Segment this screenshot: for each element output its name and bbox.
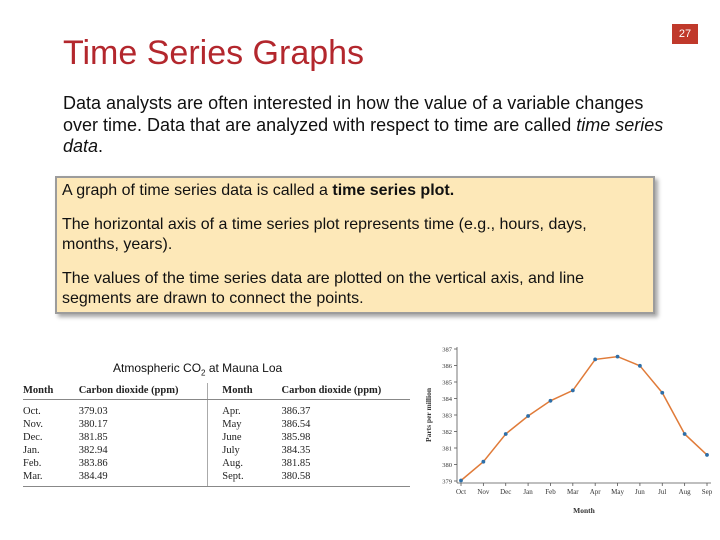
table-header-row: [23, 383, 410, 400]
table-cell: 379.03: [78, 406, 108, 417]
y-tick-label: 379: [442, 478, 452, 486]
data-point: [616, 355, 620, 359]
table-row: [23, 418, 410, 431]
table-cell: Mar.: [23, 470, 61, 487]
caption-text: Atmospheric CO: [113, 361, 202, 375]
data-point: [638, 364, 642, 368]
definition-callout: [55, 176, 655, 314]
table-cell: Sept.: [208, 470, 264, 487]
table-caption: [113, 361, 282, 377]
chart-svg: [421, 343, 713, 517]
intro-emphasis: time series data: [63, 114, 664, 156]
x-tick-label: Jun: [635, 488, 645, 496]
x-tick-label: Dec: [500, 488, 512, 496]
table-cell: 381.85: [281, 458, 311, 469]
data-point: [459, 479, 463, 483]
table-cell: 380.58: [264, 470, 410, 487]
table-cell: 384.49: [61, 470, 208, 487]
table-cell: Nov.: [23, 419, 44, 430]
table-row: [23, 444, 410, 457]
data-point: [683, 432, 687, 436]
header-co2-1: Carbon dioxide (ppm): [61, 383, 208, 400]
data-point: [571, 389, 575, 393]
callout-p1-bold: time series plot.: [332, 182, 455, 199]
slide-title: Time Series Graphs: [63, 34, 365, 72]
table-cell: May: [208, 418, 264, 431]
callout-paragraph-3: The values of the time series data are plotted on the vertical axis, and line segments are drawn to connect the points.: [62, 270, 585, 307]
data-point: [593, 357, 597, 361]
x-tick-label: Jul: [658, 488, 667, 496]
y-tick-label: 387: [442, 346, 452, 354]
y-tick-label: 383: [442, 412, 452, 420]
table-cell: 386.54: [281, 419, 311, 430]
intro-text-before: Data analysts are often interested in how the value of a variable changes over time. Data that are analyzed with respect to time are called: [63, 93, 644, 135]
table-cell: Oct.: [23, 406, 41, 417]
table-cell: Dec.: [23, 432, 43, 443]
co2-series-line: [461, 357, 707, 481]
table-row: [23, 431, 410, 444]
data-point: [504, 432, 508, 436]
table-cell: 386.37: [281, 406, 311, 417]
x-tick-label: May: [611, 488, 624, 496]
data-point: [705, 453, 709, 457]
y-tick-label: 382: [442, 429, 452, 436]
data-point: [549, 399, 553, 403]
x-tick-label: Jan: [523, 488, 533, 496]
header-month-2: Month: [208, 383, 264, 400]
table-cell: 383.86: [78, 458, 108, 469]
table-cell: 382.94: [78, 445, 108, 456]
callout-paragraph-1: [62, 181, 648, 201]
intro-text-after: .: [98, 136, 104, 156]
table-cell: June: [208, 431, 264, 444]
header-month-1: Month: [23, 383, 61, 400]
data-point: [526, 414, 530, 418]
x-tick-label: Sep: [701, 488, 713, 496]
y-tick-label: 386: [442, 363, 452, 370]
caption-subscript: 2: [201, 368, 206, 378]
x-tick-label: Mar: [566, 488, 579, 496]
table-cell: Jan.: [23, 445, 40, 456]
table-cell: 381.85: [78, 432, 108, 443]
table-cell: Apr.: [208, 400, 264, 419]
callout-paragraph-2: The horizontal axis of a time series plot represents time (e.g., hours, days, months, years).: [62, 216, 587, 253]
x-tick-label: Oct: [455, 488, 467, 496]
y-axis-title: Parts per million: [424, 387, 433, 443]
table-row: [23, 470, 410, 487]
table-cell: July: [208, 444, 264, 457]
x-tick-label: Nov: [477, 488, 490, 496]
x-axis-title: Month: [573, 506, 595, 515]
table-cell: 380.17: [78, 419, 108, 430]
table-cell: 384.35: [281, 445, 311, 456]
data-point: [660, 391, 664, 395]
x-tick-label: Apr: [589, 488, 601, 496]
y-tick-label: 381: [442, 445, 452, 453]
co2-time-series-chart: [421, 343, 713, 517]
y-tick-label: 384: [442, 396, 452, 403]
x-tick-label: Aug: [678, 488, 691, 496]
caption-text-after: at Mauna Loa: [205, 361, 283, 375]
callout-p1-text: A graph of time series data is called a: [62, 182, 333, 199]
table-row: [23, 457, 410, 470]
table-cell: 385.98: [281, 432, 311, 443]
slide-number: 27: [672, 24, 698, 44]
data-point: [481, 460, 485, 464]
y-tick-label: 385: [442, 379, 452, 387]
co2-table: [23, 383, 410, 487]
table-row: [23, 400, 410, 419]
header-co2-2: Carbon dioxide (ppm): [264, 383, 410, 400]
intro-paragraph: [63, 93, 683, 158]
table-cell: Aug.: [208, 457, 264, 470]
x-tick-label: Feb: [545, 488, 556, 496]
y-tick-label: 380: [442, 462, 452, 469]
table-cell: Feb.: [23, 458, 42, 469]
